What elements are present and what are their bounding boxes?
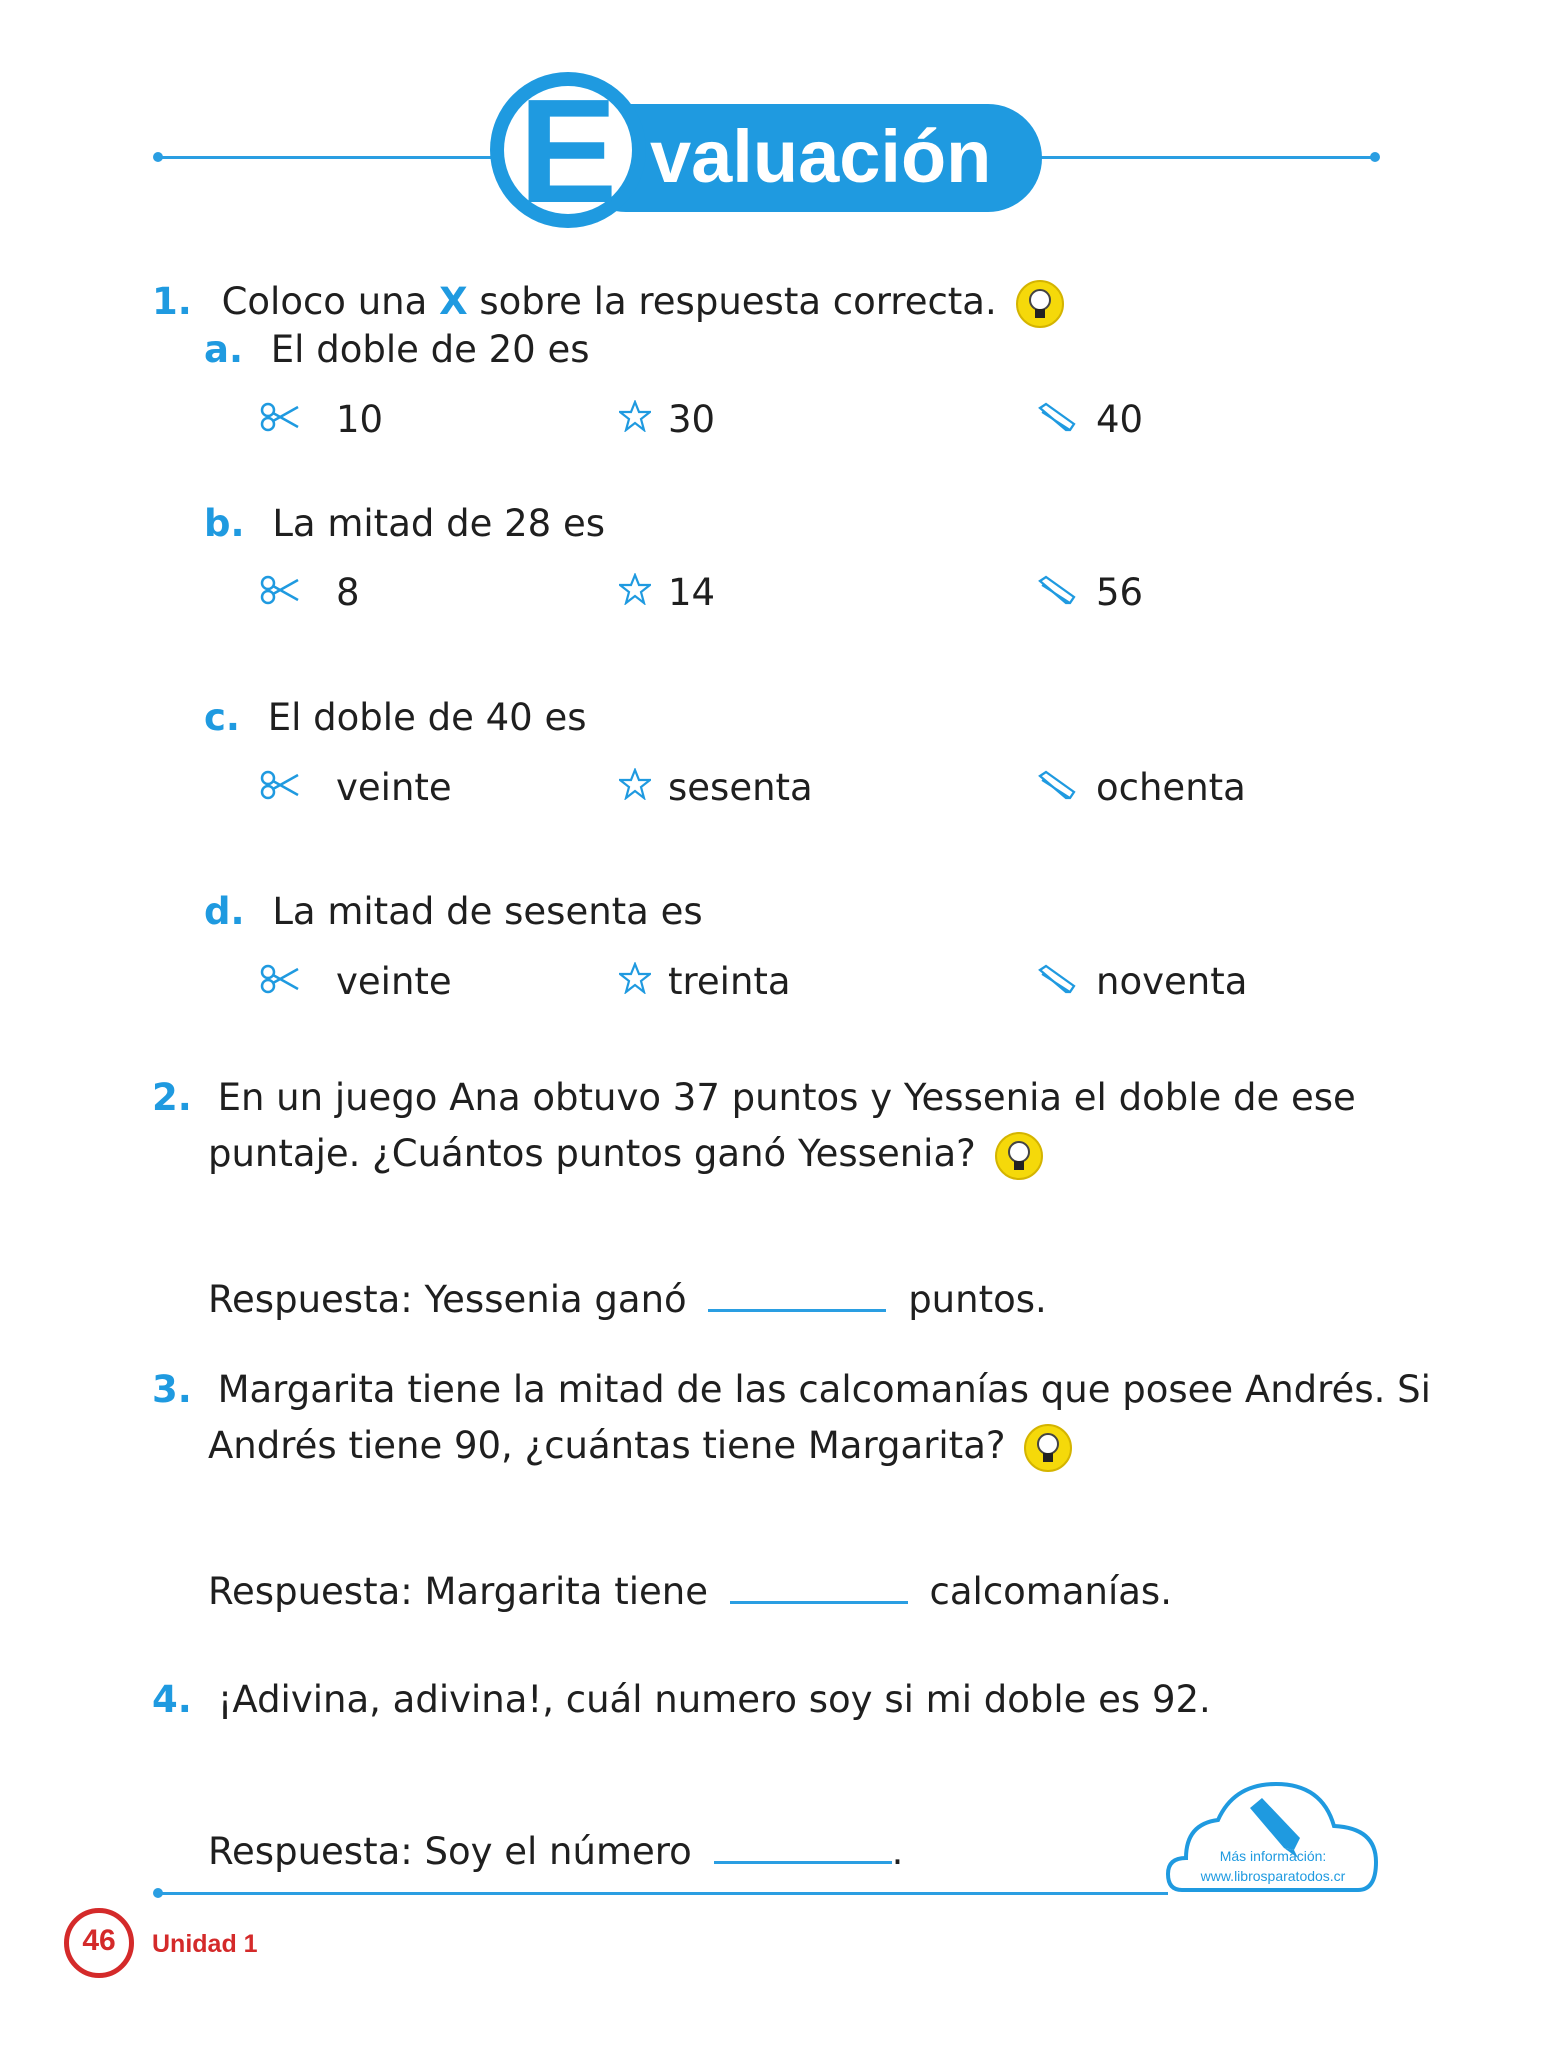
question-3-number: 3.: [152, 1368, 192, 1411]
answer-prefix: Respuesta: Margarita tiene: [208, 1570, 708, 1613]
question-3-line-2-row: [208, 1422, 1073, 1473]
pencil-icon: [1034, 571, 1078, 614]
lightbulb-icon: [994, 1131, 1044, 1181]
item-b-option-2[interactable]: [618, 571, 715, 614]
page-title: valuación: [650, 115, 992, 198]
question-3: [152, 1366, 1431, 1414]
option-value: veinte: [336, 960, 452, 1003]
info-url[interactable]: www.librosparatodos.cr: [1200, 1868, 1346, 1884]
item-b-option-3[interactable]: [1034, 571, 1143, 614]
option-value: veinte: [336, 766, 452, 809]
header-rule-left-dot: [153, 152, 163, 162]
item-c-text: El doble de 40 es: [267, 696, 587, 739]
answer-blank[interactable]: [714, 1860, 892, 1864]
item-b-text: La mitad de 28 es: [272, 502, 606, 545]
item-c-option-3[interactable]: [1034, 766, 1246, 809]
option-value: noventa: [1096, 960, 1248, 1003]
item-d-option-3[interactable]: [1034, 960, 1247, 1003]
option-value: sesenta: [668, 766, 813, 809]
question-2-line-1: En un juego Ana obtuvo 37 puntos y Yessenia el doble de ese: [217, 1076, 1356, 1119]
item-c: [204, 694, 587, 742]
option-value: 40: [1096, 398, 1144, 441]
footer-rule-dot: [153, 1888, 163, 1898]
item-b: [204, 500, 605, 548]
header-rule-right-dot: [1370, 152, 1380, 162]
title-initial: E: [518, 69, 618, 234]
option-value: 30: [668, 398, 716, 441]
scissors-icon: [258, 571, 302, 614]
item-c-option-1[interactable]: [258, 766, 452, 809]
question-1-mark: X: [439, 280, 468, 323]
option-value: treinta: [668, 960, 791, 1003]
item-a-option-1[interactable]: [258, 398, 383, 441]
question-4-answer: [208, 1828, 903, 1876]
info-cloud[interactable]: [1162, 1778, 1384, 1898]
question-3-line-1: Margarita tiene la mitad de las calcomanías que posee Andrés. Si: [217, 1368, 1431, 1411]
item-d: [204, 888, 703, 936]
star-icon: [618, 960, 652, 1003]
question-3-line-2: Andrés tiene 90, ¿cuántas tiene Margarita?: [208, 1424, 1006, 1467]
option-value: ochenta: [1096, 766, 1246, 809]
question-4-number: 4.: [152, 1678, 192, 1721]
footer-rule: [158, 1892, 1168, 1895]
option-value: 14: [668, 571, 716, 614]
info-label: Más información:: [1219, 1848, 1327, 1864]
answer-blank[interactable]: [708, 1308, 886, 1312]
option-value: 56: [1096, 571, 1144, 614]
item-d-letter: d.: [204, 890, 245, 933]
question-2-number: 2.: [152, 1076, 192, 1119]
question-4: [152, 1676, 1211, 1724]
lightbulb-icon: [1015, 279, 1065, 329]
item-d-option-1[interactable]: [258, 960, 452, 1003]
answer-blank[interactable]: [730, 1600, 908, 1604]
header-rule-right: [1030, 156, 1375, 159]
item-a-option-3[interactable]: [1034, 398, 1143, 441]
scissors-icon: [258, 398, 302, 441]
star-icon: [618, 398, 652, 441]
item-a-letter: a.: [204, 328, 244, 371]
item-b-letter: b.: [204, 502, 245, 545]
option-value: 8: [336, 571, 360, 614]
page-number: 46: [82, 1924, 116, 1957]
question-1-number: 1.: [152, 280, 192, 323]
star-icon: [618, 766, 652, 809]
answer-prefix: Respuesta: Soy el número: [208, 1830, 692, 1873]
scissors-icon: [258, 766, 302, 809]
pencil-icon: [1034, 766, 1078, 809]
question-2-line-2: puntaje. ¿Cuántos puntos ganó Yessenia?: [208, 1132, 976, 1175]
answer-suffix: calcomanías.: [929, 1570, 1172, 1613]
question-3-answer: [208, 1568, 1172, 1616]
pencil-icon: [1034, 398, 1078, 441]
answer-prefix: Respuesta: Yessenia ganó: [208, 1278, 687, 1321]
star-icon: [618, 571, 652, 614]
question-4-line-1: ¡Adivina, adivina!, cuál numero soy si mi doble es 92.: [217, 1678, 1211, 1721]
item-c-option-2[interactable]: [618, 766, 813, 809]
unit-label: Unidad 1: [152, 1930, 258, 1958]
answer-suffix: .: [891, 1830, 904, 1873]
item-a-option-2[interactable]: [618, 398, 715, 441]
question-2-answer: [208, 1276, 1047, 1324]
question-1-text-before: Coloco una: [221, 280, 428, 323]
item-a-text: El doble de 20 es: [270, 328, 590, 371]
question-1-text-after: sobre la respuesta correcta.: [479, 280, 997, 323]
item-d-text: La mitad de sesenta es: [272, 890, 703, 933]
item-c-letter: c.: [204, 696, 240, 739]
item-b-option-1[interactable]: [258, 571, 360, 614]
lightbulb-icon: [1023, 1423, 1073, 1473]
question-2: [152, 1074, 1356, 1122]
item-a: [204, 326, 590, 374]
header-rule-left: [158, 156, 498, 159]
question-2-line-2-row: [208, 1130, 1044, 1181]
option-value: 10: [336, 398, 384, 441]
answer-suffix: puntos.: [908, 1278, 1047, 1321]
question-1-prompt: [152, 278, 1065, 329]
scissors-icon: [258, 960, 302, 1003]
item-d-option-2[interactable]: [618, 960, 791, 1003]
pencil-icon: [1034, 960, 1078, 1003]
